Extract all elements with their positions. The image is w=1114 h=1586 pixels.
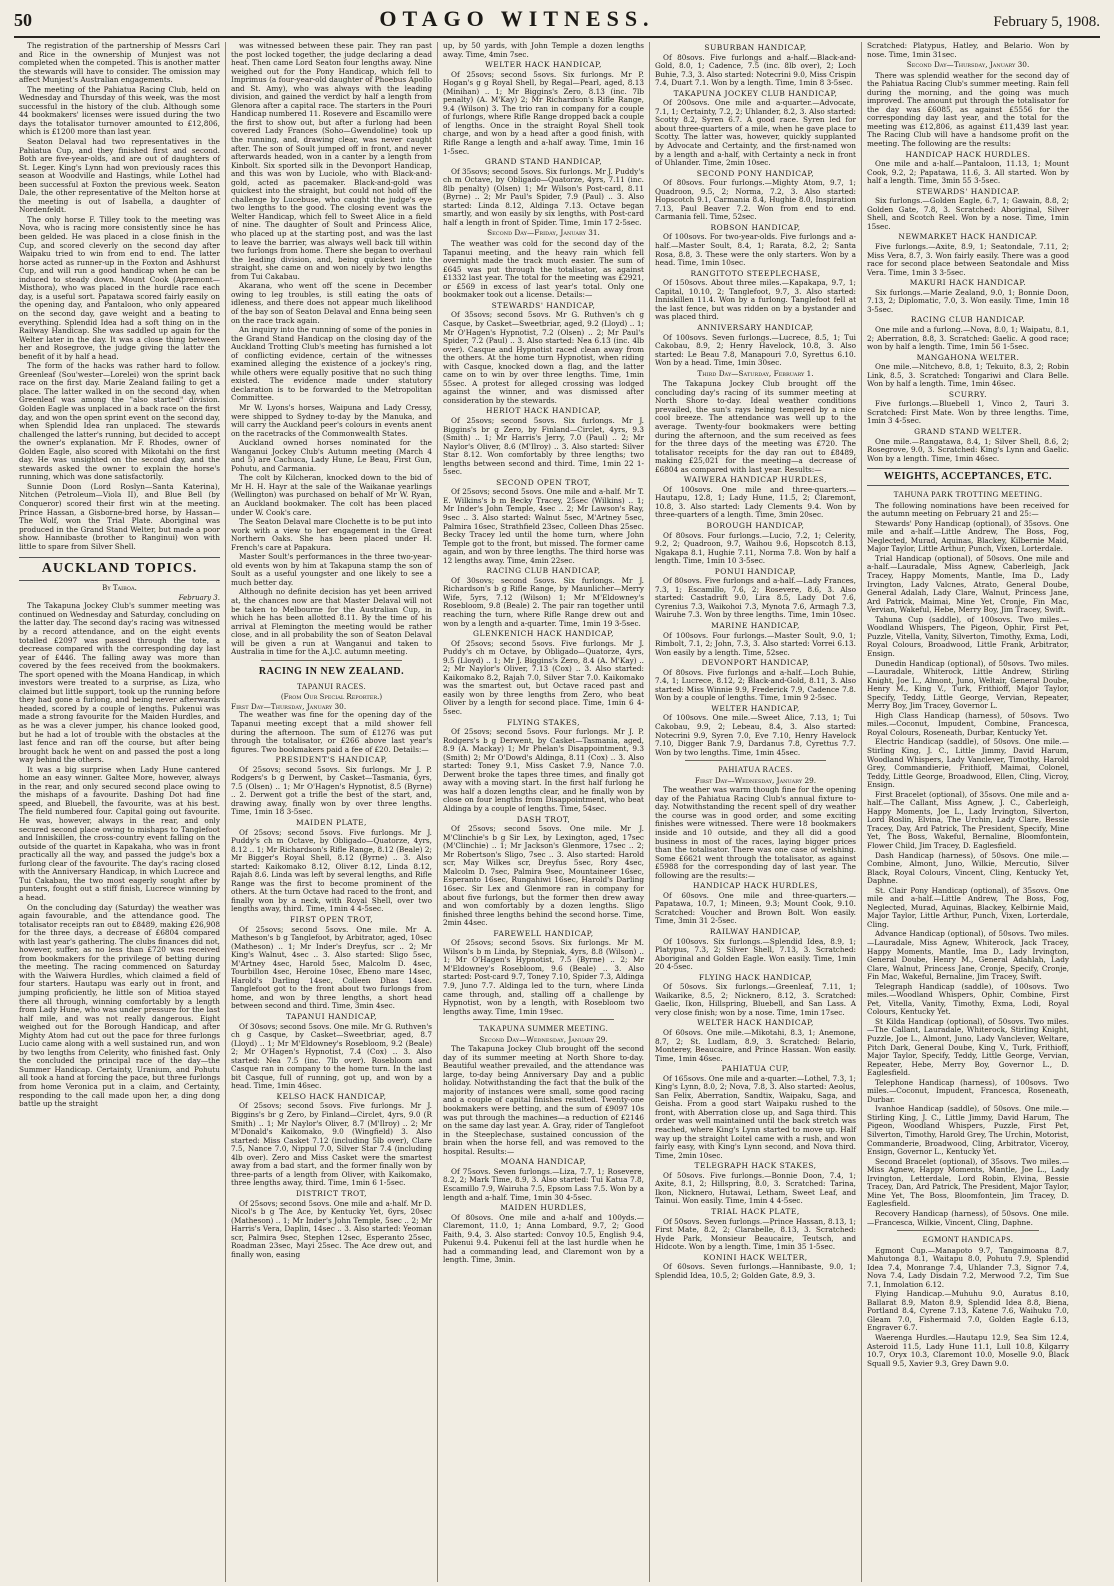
paragraph: Although no definite decision has yet been arrived at, the chances now are that Master Delaval will not be taken to Melbourne for the Australian Cup, in which he has been allotted 8.11. By the time of his arrival at Flemington the meeting would be rather close, and in all probability the son of Seaton Delaval will be given a run at Wanganui and taken to Australia in time for the A.J.C. autumn meeting. <box>231 587 432 657</box>
race-title: ANNIVERSARY HANDICAP, <box>697 322 814 332</box>
tapanui-intro: The weather was fine for the opening day of the Tapanui meeting except that a mild shower fell during the afternoon. The sum of £1276 was put through the totalisator, or £266 above last year's figures. Two bookmakers paid a fee of £20. Details:— <box>231 710 432 754</box>
race-title: HANDICAP HACK HURDLES. <box>905 149 1031 159</box>
tapanui-races-cont <box>443 61 644 227</box>
column-4 <box>650 42 862 1582</box>
race-title: TAKAPUNA JOCKEY CLUB HANDICAP, <box>673 88 838 98</box>
race-result: Of 100sovs. One mile.—Sweet Alice, 7.13, 1; Tui Cakobau, 9.9, 2; Lebeau, 8.4, 3. Also started: Notecrini 9.9, Syren 7.0, Eve 7.10, Henry Havelock 7.10, Digger Bank 7.9, Dardanus 7.8, Cyrettus 7.7. Won by two lengths. Time, 1min 45sec. <box>655 713 856 757</box>
egmont-paras <box>867 1247 1069 1369</box>
paragraph: Second Bracelet (optional), of 35sovs. Two miles.—Miss Agnew, Happy Moments, Mantle, Joe L., Lady Irvington, Letterdale, Lord Robin, Elvina, Bessie Tracey, Dan, Ard Patrick, The President, Major Taylor, Mine Yet, The Boss, Bloomfontein, Jim Tracey, D. Eaglesfield. <box>867 1156 1069 1209</box>
paragraph: Dash Handicap (harness), of 50sovs. One mile.—Combine, Almont, Juno, Wilkie, Mercutio, Silver Black, Royal Colours, Vincent, Cling, Kentucky Yet, Daphne. <box>867 850 1069 886</box>
pahiatua-second-intro: There was splendid weather for the second day of the Pahiatua Racing Club's summer meeting. Rain fell during the morning, and the going was much improved. The amount put through the totalisator for the day was £6085, as against £5556 for the corresponding day last year, and the total for the meeting was £12,806, as against £11,439 last year. The Racing Club will have a handsome profit on the meeting. The following are the results: <box>867 70 1069 149</box>
tahuna-heading: TAHUNA PARK TROTTING MEETING. <box>893 490 1043 500</box>
column-5 <box>862 42 1074 1582</box>
race-title: TAPANUI HANDICAP, <box>285 1012 378 1022</box>
paragraph: On the concluding day (Saturday) the weather was again favourable, and the attendance good. The totalisator receipts ran out to £8489, making £26,908 for the three days, a decrease of £6804 compared with last year's gathering. The clubs finances did not, however, suffer, as no less than £720 was received from bookmakers for the privilege of betting during the meeting. The racing commenced on Saturday with the Waiwera Hurdles, which claimed a field of four starters. Hautapu was early out in front, and jumping proficiently, he little son of Mitioa stayed there all through, winning comfortably by a length from Lady Hune, who was under pressure for the last half mile, and was not really dangerous. Eight weighed out for the Borough Handicap, and after Mighty Atom had cut out the pace for three furlongs Lucio came along with a well sustained run, and won by two lengths from Celerity, who finished fast. Only the concluded the principal race of the day—the Summer Handicap. Certainty, Uranium, and Pohutu all took a hand at forcing the pace, but three furlongs from home Veronica put in a claim, and Certainty, responding to the call made upon her, a ding dong battle up the straight <box>19 902 220 1109</box>
paragraph: Sunnie Doon (Lord Roslyn—Santa Katerina), Nitchen (Petroleum—Viola II), and Blue Bell (by Conqueror) scored their first win at the meeting. Prince Hassan, a Gisborne-bred horse, by Hassan—The Wolf, won the Trial Plate. Aboriginal was produced in the Grand Stand Welter, but made a poor show. Hannibaste (brother to Ranginui) won with little to spare from Silver Shell. <box>19 481 220 551</box>
race-result: Of 25sovs; second 5sovs. One mile and a-half. Mr T. E. Wilkins's b m Becky Tracey, 25sec (Wilkins) .. 1; Mr Inder's John Temple, 4sec .. 2; Mr Lawson's Ray, 9sec .. 3. Also started: Walnut 5sec, M'Artney 5sec, Palmira 16sec, Strathfield 23sec, Colleen Dhas 25sec. Becky Tracey led until the home turn, where John Temple got to the front, but missed. The former came again, and won by three lengths. The third horse was 12 lengths away. Time, 4min 22sec. <box>443 487 644 565</box>
race-result: Of 165sovs. One mile and a-quarter.—Lothel, 7.3, 1; King's Lynn, 8.0, 2; Nova, 7.8, 3. Also started: Aeolus, San Felix, Aberration, Sandtix, Waipaku, Saga, and Geisha. From a good start Waipaku rushed to the front, with Aberration close up, and Saga third. This order was well maintained until the back stretch was reached, where King's Lynn started to move up. Half way up the straight Loitel came with a rush, and won fairly easy, with King's Lynn second, and Nova third. Time, 2min 10sec. <box>655 1073 856 1160</box>
race-result: One mile.—Rangatawa, 8.4, 1; Silver Shell, 8.6, 2; Rosegrove, 9.0, 3. Scratched: King's Lynn and Gaelic. Won by a length. Time, 1min 46sec. <box>867 436 1069 463</box>
paragraph: The following nominations have been received for the autumn meeting on February 21 and 25:— <box>867 500 1069 519</box>
race-title: RAILWAY HANDICAP, <box>709 927 802 936</box>
tapanui-second-day: Second Day—Friday, January 31. <box>487 228 600 238</box>
race-title: MAIDEN HURDLES, <box>500 1203 587 1213</box>
page-number: 50 <box>14 10 32 30</box>
race-result: Of 150sovs. About three miles.—Kapakapa, 9.7, 1; Capital, 10.10, 2; Tanglefoot, 9.7, 3. Also started: Inniskillen 11.4. Won by a furlong. Tanglefoot fell at the last fence, but was ridden on by a bystander and was placed third. <box>655 278 856 322</box>
tahuna-paras <box>867 502 1069 1227</box>
paragraph: The only horse F. Tilley took to the meeting was Nova, who is racing more consistently since he has been gelded. He was placed in a close finish in the Cup, and scored cleverly on the second day after Waipaku tried to win from end to end. The latter horse acted as runner-up in the Foxton and Ashhurst Cup, and will run a good handicap when he can be induced to steady down. Mount Cook (Apremont—Misthora), who was placed in the hurdle race each day, is a useful sort. Papatawa scored fairly easily on the opening day, and Pantaloon, who only appeared on the second day, gave weight and a beating to everything. Splendid Idea had a soft thing on in the Railway Handicap. She was saddled up again for the Welter later in the day. It was a close thing between her and Rosegrove, the judge giving the latter the benefit of it by half a head. <box>19 214 220 361</box>
race-result: Of 60sovs. One mile.—Mikotahi, 8.3, 1; Anemone, 8.7, 2; St. Ludlam, 8.9, 3. Scratched: Belario, Monterey, Beaucaire, and Prince Hassan. Won easily. Time, 1min 46sec. <box>655 1028 856 1063</box>
race-title: KELSO HACK HANDICAP, <box>276 1091 387 1101</box>
race-result: One mile.—Nitchevo, 8.8, 1; Tekuito, 8.3, 2; Robin Link, 8.5, 3. Scratched: Tongariwi and Clara Belle. Won by half a length. Time, 1min 46sec. <box>867 362 1069 389</box>
weights-heading: WEIGHTS, ACCEPTANCES, ETC. <box>867 468 1069 486</box>
divider <box>897 1230 1039 1231</box>
race-result: Of 30sovs; second 5sovs. Six furlongs. Mr J. Richardson's b g Rifle Range, by Maunlicher—Merry Wife, 5yrs, 7.12 (Wilson) 1; Mr M'Eldowney's Rosebloom, 9.8 (Beale) 2. The pair ran together until reaching the turn, where Rifle Range drew out and won by a length and a-quarter. Time, 1min 19 3-5sec. <box>443 575 644 628</box>
race-result: Of 60sovs. Seven furlongs.—Hannibaste, 9.0, 1; Splendid Idea, 10.5, 2; Golden Gate, 8.9, 3. <box>655 1262 856 1280</box>
pahiatua-second-races <box>867 151 1069 464</box>
race-result: Of 80sovs. One mile and a-half and 100yds.—Claremont, 11.0, 1; Anna Lombard, 9.7, 2; Good Faith, 9.4, 3. Also started: Convoy 10.5, English 9.4, Pukenui 9.4. Pukenui fell at the last hurdle when he had a commanding lead, and Claremont won by a length. Time, 3min. <box>443 1212 644 1265</box>
race-result: Of 60sovs. One mile and three-quarters.—Papatawa, 10.7, 1; Mineen, 9.3; Mount Cook, 9.10. Scratched: Voucher and Brown Bolt. Won easily. Time, 3min 31 2-5sec. <box>655 890 856 926</box>
race-title: WAIWERA HANDICAP HURDLES, <box>683 475 828 485</box>
race-result: Of 80sovs. Five furlongs and a-half.—Loch Buhie, 7.4, 1; Lucrece, 8.12, 2; Black-and-Gold, 8.11, 3. Also started: Miss Winnie 9.9, Frederick 7.9, Cadence 7.8. Won by a couple of lengths. Time, 1min 9 2-5sec. <box>655 667 856 703</box>
paragraph: Ivanhoe Handicap (saddle), of 50sovs. One mile.—Stirling King, J. C., Little Jimmy, David Harum, The Pigeon, Woodland Whispers, Puzzle, First Pet, Silverton, Timothy, Harold Grey, The Urchin, Motorist, Commanderie, Broadwood, Cling, Arbitrator, Viceroy, Ensign, Governor L., Kentucky Yet. <box>867 1104 1069 1157</box>
paragraph: Master Soult's performances in the three two-year-old events won by him at Takapuna stamp the son of Soult as a useful youngster and one likely to see a much better day. <box>231 552 432 587</box>
issue-date: February 5, 1908. <box>993 14 1100 30</box>
race-result: Of 25sovs; second 5sovs. Six furlongs. Mr M. Wilson's b m Linda, by Stepniak, 4yrs, 8.8 (Wilson) .. 1; Mr O'Hagen's Hypnotist, 7.5 (Byrne) .. 2; Mr M'Eldowney's Rosebloom, 9.6 (Beale) .. 3. Also started: Post-card 9.7, Toney 7.10, Spider 7.3, Aldinga 7.9, Juno 7.7. Aldinga led to the turn, where Linda came through, and, stalling off a challenge by Hypnotist, won by a length, with Rosebloom two lengths away. Time, 1min 19sec. <box>443 938 644 1016</box>
egmont-heading: EGMONT HANDICAPS. <box>922 1235 1014 1245</box>
race-title: DEVONPORT HANDICAP, <box>701 658 810 668</box>
race-result: Of 25sovs; second 5sovs. Five furlongs. Mr J. Puddy's ch m Octave, by Obligado—Quatorze, 4yrs, 8.12 .. 1; Mr Richardson's Rifle Range, 8.12 (Beale) 2; Mr Bigger's Royal Shell, 8.12 (Byrne) .. 3. Also started: Kaikomako 8.12, Oliver 8.12, Linda 8.12, Rajah 8.6. Linda was left by several lengths, and Rifle Range was the first to become prominent of the others. At the turn Octave had raced to the front, and finally won by a neck, with Royal Shell, over two lengths away, third. Time, 1min 4 4-5sec. <box>231 827 432 914</box>
takapuna-third-intro: The Takapuna Jockey Club brought off the concluding day's racing of its summer meeting at North Shore to-day. Ideal weather conditions prevailed, the sun's rays being tempered by a nice cool breeze. The attendance was well up to the average. Twenty-four bookmakers were betting during the afternoon, and the sum received as fees for the three days of the meeting was £720. The totalisator receipts for the day ran out to £8489, making £25,021 for the meeting—a decrease of £6804 as compared with last year. Results:— <box>655 379 856 474</box>
race-result: Of 25sovs; second 5sovs. One mile and a-half. Mr D. Nicol's b g The Ace, by Kentucky Yet, 6yrs, 20sec (Matheson) .. 1; Mr Inder's John Temple, 5sec .. 2; Mr Harris's Vera, Daplin, 14sec .. 3. Also started: Yeoman scr, Palmira 9sec, Stephen 12sec, Esperanto 25sec, Roadman 23sec, Mayi 25sec. The Ace drew out, and finally won, easing <box>231 1198 432 1259</box>
takapuna-heading: TAKAPUNA SUMMER MEETING. <box>478 1024 609 1034</box>
newspaper-title: OTAGO WITNESS. <box>379 6 655 31</box>
race-title: WELTER HACK HANDICAP, <box>697 1018 814 1028</box>
race-result: Of 30sovs; second 5sovs. One mile. Mr G. Ruthven's ch g Casque, by Casket—Sweetbriar, aged, 8.7 (Lloyd) .. 1; Mr M'Eldowney's Rosebloom, 9.2 (Beale) 2; Mr O'Hagen's Hypnotist, 7.4 (Cox) .. 3. Also started: Nea 7.5 (inc. 7lb over). Rosebloom and Casque ran in company to the home turn. In the last bit Casque, full of running, got up, and won by a head. Time, 1min 46sec. <box>231 1021 432 1091</box>
race-title: RANGITOTO STEEPLECHASE, <box>690 268 821 278</box>
divider <box>685 760 826 761</box>
race-title: FLYING HACK HANDICAP, <box>698 972 813 982</box>
column-3-intro: up, by 50 yards, with John Temple a dozen lengths away. Time, 4min 7sec. <box>443 42 644 59</box>
race-title: SECOND PONY HANDICAP, <box>696 168 815 178</box>
paragraph: Egmont Cup.—Manapoto 9.7, Tangaimoana 8.7, Mahutonga 8.1, Waitapu 8.0, Pohutu 7.9, Splendid Idea 7.4, Monrange 7.4, Uhlander 7.3, Signor 7.4, Nova 7.4, Lady Disdain 7.2, Merwood 7.2, Tim Sue 7.1, Inmolation 6.12. <box>867 1245 1069 1289</box>
race-title: DISTRICT TROT, <box>296 1188 367 1198</box>
race-title: SUBURBAN HANDICAP, <box>704 43 807 52</box>
auckland-dateline: February 3. <box>178 593 220 602</box>
race-title: BOROUGH HANDICAP, <box>706 520 805 530</box>
race-title: STEWARDS' HANDICAP, <box>491 300 596 310</box>
race-result: Of 80sovs. Four furlongs.—Lucio, 7.2, 1; Celerity, 9.2, 2; Quadroon, 9.7, Waihou 9.6, Hopscotch 8.13, Ngakapa 8.1, Hughie 7.11, Norma 7.8. Won by half a length. Time, 1min 10 3-5sec. <box>655 530 856 566</box>
divider <box>473 1019 614 1020</box>
tapanui-reporter: (From Our Special Reporter.) <box>280 693 383 702</box>
paragraph: Auckland owned horses nominated for the Wanganui Jockey Club's Autumn meeting (March 4 and 5) are Cachuca, Lady Hune, Le Beau, First Gun, Pohutu, and Carmania. <box>231 438 432 473</box>
tapanui-second-races <box>443 302 644 1016</box>
race-title: MOANA HANDICAP, <box>500 1157 587 1167</box>
race-result: Of 50sovs. Seven furlongs.—Prince Hassan, 8.13, 1; First Mate, 8.2, 2; Clarabelle, 8.13, 3. Scratched: Hyde Park, Monsieur Beaucaire, Teutsch, and Hidcote. Won by a length. Time, 1min 35 1-5sec. <box>655 1216 856 1252</box>
paragraph: Waerenga Hurdles.—Hautapu 12.9, Sea Sim 12.4, Asteroid 11.5, Lady Hune 11.1, Lull 10.8, Kilgarry 10.7, Oryx 10.3, Claremont 10.0, Moselle 9.0, Black Squall 9.5, Xavier 9.3, Grey Dawn 9.0. <box>867 1333 1069 1368</box>
race-title: DASH TROT, <box>516 814 571 824</box>
race-title: PRESIDENT'S HANDICAP, <box>275 755 388 765</box>
race-title: PAHIATUA CUP, <box>721 1064 790 1074</box>
race-result: Of 25sovs; second 5sovs. Five furlongs. Mr J. Biggins's br g Zero, by Finland—Circlet, 4yrs, 9.0 (R Smith) .. 1; Mr Naylor's Oliver, 8.7 (M'Ilroy) .. 2; Mr M'Donald's Kaikomako, 9.0 (Wingfield) 3. Also started: Miss Casket 7.12 (including 5lb over), Clare 7.5, Nance 7.0, Nippul 7.0, Silver Star 7.4 (including 4lb over). Zero and Miss Casket were the smartest away from a bad start, and the former finally won by three-parts of a length from Oliver, with Kaikomako, three lengths away, third. Time, 1min 6 1-5sec. <box>231 1101 432 1188</box>
race-result: Of 50sovs. Five furlongs.—Bonnie Doon, 7.4, 1; Axite, 8.1, 2; Hillspring, 8.0, 3. Scratched: Tarina, Ikon, Nicknero, Hutawai, Letham, Sweet Leaf, and Tainui. Won easily. Time, 1min 4 4-5sec. <box>655 1170 856 1206</box>
paragraph: The form of the hacks was rather hard to follow. Greenleaf (Sou'wester—Lorelei) won the sprint back race on the first day. Marie Zealand failing to get a place. The latter walked in on the second day, when Greenleaf was among the "also started" division. Golden Eagle was unplaced in a back race on the first day, and won the open sprint event on the second day, when Splendid Idea ran unplaced. The stewards challenged the latter's running, but decided to accept the owner's explanation. Mr F. Rhodes, owner of Golden Eagle, also scored with Mikotahi on the first day. He was unsighted on the second day, and the stewards asked the owner to explain the horse's running, which was done satisfactorily. <box>19 361 220 482</box>
columns <box>14 42 1100 1582</box>
paragraph: Telephone Handicap (harness), of 100sovs. Two miles.—Coconut, Impudent, Francesca, Roseneath, Durbar. <box>867 1077 1069 1104</box>
race-title: WELTER HACK HANDICAP, <box>485 60 602 70</box>
column-1 <box>14 42 226 1582</box>
race-title: GRAND STAND HANDICAP, <box>484 157 603 167</box>
tapanui-races <box>231 756 432 1259</box>
race-title: FLYING STAKES, <box>506 717 581 727</box>
race-title: SCURRY. <box>948 389 988 399</box>
column-5-intro: Scratched: Platypus, Hatley, and Belario. Won by nose. Time, 1min 31sec. <box>867 42 1069 59</box>
race-result: Of 100sovs. Seven furlongs.—Lucrece, 8.5, 1; Tui Cakobau, 8.9, 2; Henry Havelock, 10.8, 3. Also started: Le Beau 7.8, Manapouri 7.0, Syrettus 6.10. Won by a head. Time, 1min 30sec. <box>655 332 856 368</box>
auckland-byline: By Taiboa. <box>102 584 137 593</box>
race-result: Of 25sovs; second 5sovs. Five furlongs. Mr J. Puddy's ch m Octave, by Obligado—Quatorze, 4yrs, 9.5 (Lloyd) .. 1; Mr J. Biggins's Zero, 8.4 (A. M'Kay) .. 2; Mr Naylor's Oliver, 7.13 (Cox) .. 3. Also started: Kaikomako 8.2, Rajah 7.0, Silver Star 7.0. Kaikomako was the smartest out, but Octave raced past and easily won by three lengths from Zero, who beat Oliver by a length for second place. Time, 1min 6 4-5sec. <box>443 638 644 717</box>
race-result: Of 25sovs; second 5sovs. One mile. Mr J. M'Clinchie's b g Sir Lex, by Lexington, aged, 17sec (M'Clinchie) .. 1; Mr Jackson's Glenmore, 17sec .. 2; Mr Robertson's Sligo, 7sec .. 3. Also started: Harold scr, May Wilkes scr, Dreyfus 5sec, Rory 4sec, Malcolm D. 7sec, Palmira 9sec, Mountaineer 16sec, Esperanto 16sec, Rungahiwi 16sec, Harold's Darling 16sec. Sir Lex and Glenmore ran in company for about five furlongs, but the former then drew away and won comfortably by a dozen lengths. Sligo finished three lengths behind the second horse. Time, 2min 44sec. <box>443 824 644 928</box>
paragraph: Trial Handicap (optional), of 50sovs. One mile and a-half.—Lauradale, Miss Agnew, Caberleigh, Jack Tracey, Happy Moments, Mantle, Ima D., Lady Irvington, Lady Valcnes, Atrato, General Doube, General Adalah, Lady Clare, Walnut, Princess Jane, Ard Patrick, Maimai, Mine Yet, Cronje, Fin Mac, Vervian, Wakeful, Hebe, Merry Boy, Jim Tracey, Swift. <box>867 553 1069 615</box>
race-result: Of 35sovs; second 5sovs. Mr G. Ruthven's ch g Casque, by Casket—Sweetbriar, aged, 9.2 (Lloyd) .. 1; Mr O'Hagen's Hypnotist, 7.2 (Olsen) .. 2; Mr Paul's Spider, 7.2 (Paul) .. 3. Also started: Nea 6.13 (inc. 4lb over). Casque and Hypnotist raced clean away from the others. At the home turn Hypnotist, when riding with Casque, knocked down a flag, and the latter came on to win by over three lengths. Time, 1min 55sec. A protest for alleged crossing was lodged against the winner, and was dismissed after consideration by the stewards. <box>443 310 644 405</box>
race-title: PONUI HANDICAP, <box>714 566 797 576</box>
paragraph: It was a big surprise when Lady Hune cantered home an easy winner. Galtee More, however, always in the rear, and only secured second place owing to the mishaps of a favourite. Dashing Dot had fine speed, and Bluebell, the favourite, was at his best. The field numbered four. Capital going out favourite. He was, however, always in the rear, and only secured second place owing to mishaps to Tanglefoot and Inniskillen, the cross-country event falling on the outside of the quartet in Kapakaha, who was in front practically all the way, and passed the judge's box a furlong clear of the favourite. The day's racing closed with the Anniversary Handicap, in which Lucrece and Tui Cakabau, the two most eagerly sought after by punters, fought out a stiff finish, Lucrece winning by a head. <box>19 764 220 902</box>
divider <box>261 660 402 661</box>
race-result: Of 100sovs. Four furlongs.—Master Soult, 9.0, 1; Rimbolt, 7.1, 2; John, 7.3, 3. Also started: Vorrei 6.13. Won easily by a length. Time, 52sec. <box>655 630 856 657</box>
column-2 <box>226 42 438 1582</box>
race-result: Of 35sovs; second 5sovs. Six furlongs. Mr J. Puddy's ch m Octave, by Obligado—Quatorze, 4yrs, 7.11 (inc. 8lb penalty) (Olsen) 1; Mr Wilson's Post-card, 8.11 (Byrne) .. 2; Mr Paul's Spider, 7.9 (Paul) .. 3. Also started: Linda 8.12, Aldinga 7.13. Octave began smartly, and won easily by six lengths, with Post-card half a length in front of Spider. Time, 1min 17 2-5sec. <box>443 166 644 227</box>
race-result: Of 80sovs. Five furlongs and a-half.—Lady Frances, 7.3, 1; Escamillo, 7.6, 2; Rosevere, 8.6, 3. Also started: Castadrift 9.0, Lira 8.5, Lady Dot 7.6, Cyrenius 7.3, Waikohoi 7.3, Mynota 7.6, Armagh 7.3, Wairuhe 7.3. Won by three lengths. Time, 1min 10sec. <box>655 576 856 620</box>
race-result: Of 25sovs; second 5sovs. Six furlongs. Mr J. Biggins's br g Zero, by Finland—Circlet, 4yrs, 9.3 (Smith) .. 1; Mr Harris's Jerry, 7.0 (Paul) .. 2; Mr Naylor's Oliver, 8.6 (M'Ilroy) .. 3. Also started: Silver Star 8.12. Won comfortably by three lengths; two lengths between second and third. Time, 1min 22 1-5sec. <box>443 415 644 477</box>
takapuna-intro: The Takapuna Jockey Club brought off the second day of its summer meeting at North Shore to-day. Beautiful weather prevailed, and the attendance was large, to-day being Anniversary Day and a public holiday. Notwithstanding the fact that the bulk of the majority of instances were small, some good racing and a couple of capital finishes resulted. Twenty-one bookmakers were betting, and the sum of £9097 10s was put through the machines—a reduction of £2146 on the same day last year. A. Gray, rider of Tanglefoot in the Steeplechase, sustained concussion of the brain when the horse fell, and was removed to the hospital. Results:— <box>443 1044 644 1156</box>
race-result: Of 25sovs; second 5sovs. Six furlongs. Mr P. Hogan's g g Royal Shell, by Regal—Pearl, aged, 8.13 (Minihan) .. 1; Mr Biggins's Zero, 8.13 (inc. 7lb penalty) (A. M'Kay) 2; Mr Richardson's Rifle Range, 9.4 (Wilson) 3. The trio ran in company for a couple of furlongs, where Rifle Range dropped back a couple of lengths. Once in the straight Royal Shell took charge, and won by a head after a good finish, with Rifle Range a length and a-half away. Time, 1min 16 1-5sec. <box>443 69 644 156</box>
race-result: Five furlongs.—Axite, 8.9, 1; Seatondale, 7.11, 2; Miss Vera, 8.7, 3. Won fairly easily. There was a good race for second place between Seatondale and Miss Vera. Time, 1min 3 3-5sec. <box>867 242 1069 277</box>
race-title: TRIAL HACK PLATE, <box>711 1206 800 1216</box>
race-title: MANGAHONA WELTER. <box>916 352 1020 362</box>
race-title: NEWMARKET HACK HANDICAP. <box>898 232 1038 242</box>
race-title: GRAND STAND WELTER. <box>914 426 1022 436</box>
race-result: Of 100sovs. One mile and three-quarters.—Hautapu, 12.8, 1; Lady Hune, 11.5, 2; Claremont, 10.8, 3. Also started: Lady Clements 9.4. Won by three-quarters of a length. Time, 3min 20sec. <box>655 484 856 520</box>
takapuna-races-cont <box>655 44 856 368</box>
race-result: One mile and a furlong.—Nova, 8.0, 1; Waipatu, 8.1, 2; Aberration, 8.8, 3. Scratched: Gaelic. A good race; won by half a length. Time, 1min 56 1-5sec. <box>867 324 1069 352</box>
race-title: FAREWELL HANDICAP, <box>493 928 594 938</box>
auckland-topics-heading: AUCKLAND TOPICS. <box>19 557 220 581</box>
race-title: MARINE HANDICAP, <box>711 621 800 630</box>
race-result: Of 50sovs. Six furlongs.—Greenleaf, 7.11, 1; Waikarike, 8.5, 2; Nicknero, 8.12, 3. Scratched: Gaelic, Ikon, Hillspring, Bluebell, and San Lass. A very close finish; won by a nose. Time, 1min 17sec. <box>655 982 856 1017</box>
race-title: WELTER HANDICAP, <box>711 703 800 713</box>
race-title: ROBSON HANDICAP, <box>710 222 801 232</box>
column-1-paras <box>19 42 220 551</box>
race-result: Of 25sovs; second 5sovs. One mile. Mr A. Matheson's b g Tanglefoot, by Arbitrator, aged, 10sec (Matheson) .. 1; Mr Inder's Dreyfus, scr .. 2; Mr King's Walnut, 4sec .. 3. Also started: Sligo 5sec, M'Artney 4sec, Harold 5sec, Malcolm D. 4sec, Tourbillon 4sec, Heroine 10sec, Ebeno mare 14sec, Harold's Darling 14sec, Colleen Dhas 14sec. Tanglefoot got to the front about two furlongs from home, and won by three lengths, a short head between second and third. Time, 3min 4sec. <box>231 924 432 1011</box>
masthead <box>14 6 1100 38</box>
paragraph: The Takapuna Jockey Club's summer meeting was continued on Wednesday and Saturday, concluding on the latter day. The second day's racing was witnessed by a record attendance, and on the eight events totalled £2097 was passed through the tote, a decrease compared with the corresponding day last year of £446. The falling away was more than covered by the fees received from the bookmakers. The sport opened with the Moana Handicap, in which investors were treated to a surprise, as Liza, who claimed but little support, took up the running before they had gone a furlong, and being never afterwards headed, scored by a couple of lengths. Pukenui was made a strong favourite for the Maiden Hurdles, and as he was a clever jumper, his chance looked good, but he had a lot of trouble with the obstacles at the last fence and ran off the course, but after being brought back he went on and passed the post a long way behind the others. <box>19 601 220 765</box>
paragraph: Akarana, who went off the scene in December owing to leg troubles, is still eating the oats of idleness, and there does not appear much likelihood of the bay son of Seaton Delaval and Enna being seen on the race track again. <box>231 281 432 325</box>
paragraph: An inquiry into the running of some of the ponies in the Grand Stand Handicap on the closing day of the Auckland Trotting Club's meeting has furnished a lot of conflicting evidence, certain of the witnesses examined alleging the existence of a jockey's ring, while others were equally positive that no such thing existed. The evidence made under statutory declaration is to be forwarded to the Metropolitan Committee. <box>231 325 432 403</box>
paragraph: was witnessed between these pair. They ran past the post locked together, the judge declaring a dead heat. Then came Lord Seaton four lengths away. Nine weighed out for the Pony Handicap, which fell to Imprimus (a four-year-old daughter of Phoebus Apollo and St. Amy), who was always with the leading division, and gained the verdict by half a length from Glenora after a capital race. The starters in the Pouri Handicap numbered 11. Rosevere and Escamillo were the first to show out, but after a furlong had been covered Lady Frances (Soho—Gwendoline) took up the running, and, drawing clear, was never caught after. The son of Soult jumped off in front, and never afterwards headed, won in a canter by a length from Kinbolt. Six sported silk in the Devonport Handicap, and this was won by Luciole, who with Black-and-gold, acted as pacemaker. Black-and-gold was quickest into the straight, but could not hold off the challenge by Lucebuse, who caught the judge's eye two lengths to the good. The closing event was the Welter Handicap, which fell to Sweet Alice in a field of nine. The daughter of Soult and Princess Alice, who placed up at the starting post, and was the last to leave the barrier, was always well back till within two furlongs from home. There she began to overhaul the leading division, and, being quickest into the straight, she came on and won nicely by two lengths from Tui Cakabau. <box>231 42 432 281</box>
race-result: One mile and a-half.—Pantaloon, 11.13, 1; Mount Cook, 9.2, 2; Papatawa, 11.6, 3. All started. Won by half a length. Time, 3min 55 3-5sec. <box>867 159 1069 186</box>
paragraph: Electric Handicap (saddle), of 50sovs. One mile.—Stirling King, J. C., Little Jimmy, David Harum, Woodland Whispers, Lady Vanclever, Timothy, Harold Grey, Commandierie, Frithioff, Maimai, Colonel, Teddy, Little George, Broadwood, Ellen, Cling, Vicroy, Ensign. <box>867 737 1069 790</box>
takapuna-third-races <box>655 476 856 757</box>
paragraph: Seaton Delaval had two representatives in the Pahiatua Cup, and they finished first and second. Both are five-year-olds, and are out of daughters of St. Leger. King's Lynn had won previously races this season at Woodville and Hastings, while Lothel had been successful at Foxton the previous week. Seaton Dale, the other representative of the Melton horse at the meeting is out of Isabella, a daughter of Nordenfeldt. <box>19 137 220 215</box>
race-title: GLENKENICH HACK HANDICAP, <box>472 629 615 639</box>
paragraph: Mr W. Lyons's horses, Waipuna and Lady Cressy, were shipped to Sydney to-day by the Manuka, and will carry the Auckland peer's colours in events anent on the racetracks of the Commonwealth States. <box>231 402 432 438</box>
tapanui-heading: TAPANUI RACES. <box>296 681 367 691</box>
race-result: Of 25sovs; second 5sovs. Six furlongs. Mr J. P. Rodgers's b g Derwent, by Casket—Tasmania, 6yrs, 7.5 (Olsen) .. 1; Mr O'Hagen's Hypnotist, 8.5 (Byrne) .. 2. Derwent got a trifle the best of the start, and, drawing away, finally won by over three lengths. Time, 1min 18 3-5sec. <box>231 764 432 817</box>
column-2-paras <box>231 42 432 657</box>
race-title: FIRST OPEN TROT, <box>289 915 374 924</box>
race-result: Of 80sovs. Four furlongs.—Mighty Atom, 9.7, 1; Quadroon, 9.5, 2; Norma, 7.2, 3. Also started: Hopscotch 9.1, Carmania 8.4, Hughie 8.0, Inspiration 7.13, Paul Beaver 7.2. Won from end to end. Carmania fell. Time, 52sec. <box>655 178 856 222</box>
pahiatua-races <box>655 882 856 1280</box>
paragraph: Flying Handicap.—Muhuhu 9.0, Auratus 8.10, Ballarat 8.9, Maton 8.9, Splendid Idea 8.8, Biena, Portland 8.4, Cyrene 7.13, Katene 7.6, Waihuku 7.0, Gleam 7.0, Fishermaid 7.0, Golden Eagle 6.13, Engraver 6.7. <box>867 1289 1069 1333</box>
racing-nz-heading: RACING IN NEW ZEALAND. <box>258 665 405 677</box>
race-title: MAIDEN PLATE, <box>296 817 367 827</box>
race-result: Of 75sovs. Seven furlongs.—Liza, 7.7, 1; Rosevere, 8.2, 2; Mark Time, 8.9, 3. Also started: Tui Katua 7.8, Escamillo 7.9, Wairuha 7.5, Epsom Lass 7.5. Won by a length and a-half. Time, 1min 30 4-5sec. <box>443 1166 644 1202</box>
paragraph: Telegraph Handicap (saddle), of 100sovs. Two miles.—Woodland Whispers, Ophir, Combine, First Pet, Vitella, Vanity, Timothy, Exma, Lodi, Royal Colours, Kentucky Yet. <box>867 981 1069 1017</box>
takapuna-day: Second Day—Wednesday, January 29. <box>479 1034 608 1044</box>
paragraph: The Seaton Delaval mare Clochette is to be put into work with a view to her engagement in the Great Northern Oaks. She has been placed under H. French's care at Papakura. <box>231 517 432 552</box>
paragraph: Advance Handicap (optional), of 50sovs. Two miles.—Lauradale, Miss Agnew, Whiterock, Jack Tracey, Happy Moments, Mantle, Ima D., Lady Irvington, General Doube, Henry M., General Adahlah, Lady Clare, Walnut, Princess Jane, Cronje, Specify, Cronje, Fin Mac, Wakeful, Bernaline, Jim Tracey, Swift. <box>867 929 1069 982</box>
pahiatua-day: First Day—Wednesday, January 29. <box>694 775 817 785</box>
paragraph: Tahuna Cup (saddle), of 100sovs. Two miles.—Woodland Whispers, The Pigeon, Ophir, First Pet, Puzzle, Vitella, Vanity, Silverton, Timothy, Exma, Lodi, Royal Colours, Broadwood, Little Frank, Arbitrator, Ensign. <box>867 614 1069 658</box>
paragraph: The meeting of the Pahiatua Racing Club, held on Wednesday and Thursday of this week, was the most successful in the history of the club. Although some 44 bookmakers' licenses were issued during the two days the totalisator turnover amounted to £12,806, which is £1200 more than last year. <box>19 84 220 137</box>
race-title: MAKURI HACK HANDICAP. <box>909 278 1027 288</box>
race-title: RACING CLUB HANDICAP, <box>486 566 601 576</box>
pahiatua-heading: PAHIATUA RACES. <box>718 765 793 775</box>
race-title: RACING CLUB HANDICAP. <box>910 315 1026 325</box>
race-result: Of 100sovs. For two-year-olds. Five furlongs and a-half.—Master Soult, 8.4, 1; Rarata, 8.2, 2; Santa Rosa, 8.8, 3. These were the only starters. Won by a head. Time, 1min 10sec. <box>655 232 856 268</box>
race-title: HERIOT HACK HANDICAP, <box>486 406 601 416</box>
race-title: STEWARDS' HANDICAP. <box>916 186 1020 196</box>
paragraph: First Bracelet (optional), of 35sovs. One mile and a-half.—The Callant, Miss Agnew, J. C., Caberleigh, Happy Moments, Joe L., Lady Irvington, Silverton, Lord Roslin, Elvina, The Urchin, Lady Clare, Bessie Tracey, Day, Ard Patrick, The President, Specify, Mine Yet, The Boss, Wakeful, Bernaline, Bloomfontein, Flower Child, Jim Tracey, D. Eaglesfield. <box>867 789 1069 850</box>
pahiatua-second-day: Second Day—Thursday, January 30. <box>906 60 1030 70</box>
race-title: KONINI HACK WELTER, <box>703 1252 808 1262</box>
auckland-paras <box>19 602 220 1108</box>
paragraph: The colt by Kilcheran, knocked down to the bid of Mr H. H. Hayr at the sale of the Waikanae yearlings (Wellington) was purchased on behalf of Mr W. Ryan, an Auckland bookmaker. The colt has been placed under W. Cook's care. <box>231 473 432 517</box>
paragraph: Stewards' Pony Handicap (optional), of 35sovs. One mile and a-half.—Little Andrew, The Boss, Fog, Neglected, Murad, Aquinas, Blackey, Kilbernie Maid, Major Taylor, Little Arthur, Punch, Vixen, Lorterdale. <box>867 518 1069 554</box>
race-title: TELEGRAPH HACK STAKES, <box>694 1161 817 1171</box>
paragraph: St. Clair Pony Handicap (optional), of 35sovs. One mile and a-half.—Little Andrew, The Boss, Fog, Neglected, Murad, Aquinas, Blackey, Kelbirnie Maid, Major Taylor, Little Arthur, Punch, Vixen, Lorterdale, Cling. <box>867 885 1069 929</box>
race-result: Of 100sovs. Six furlongs.—Splendid Idea, 8.9, 1; Platypus, 7.3, 2; Silver Shell, 7.13, 3. Scratched: Aboriginal and Golden Eagle. Won easily. Time, 1min 20 4-5sec. <box>655 936 856 972</box>
paragraph: Recovery Handicap (harness), of 50sovs. One mile.—Francesca, Wilkie, Vincent, Cling, Daphne. <box>867 1208 1069 1227</box>
tapanui-second-intro: The weather was cold for the second day of the Tapanui meeting, and the heavy rain which fell overnight made the track much easier. The sum of £645 was put through the totalisator, as against £1332 last year. The total for the meeting was £2921, or £569 in excess of last year's total. Only one bookmaker took out a license. Details:— <box>443 239 644 300</box>
race-result: Of 25sovs; second 5sovs. Four furlongs. Mr J. P. Rodgers's b g Derwent, by Casket—Tasmania, aged, 8.9 (A. Mackay) 1; Mr Phelan's Disappointment, 9.3 (Smith) 2; Mr O'Dowd's Aldinga, 8.11 (Cox) .. 3. Also started: Toney 9.1, Miss Casket 7.9, Nance 7.0. Derwent broke the tapes three times, and finally got away with a moving start. In the first half furlong he was half a dozen lengths clear, and he finally won by close on four lengths from Disappointment, who beat Aldinga by a couple of lengths. Time, 54sec. <box>443 727 644 814</box>
race-result: Of 80sovs. Five furlongs and a-half.—Black-and-Gold, 8.0, 1; Cadence, 7.5 (inc. 8lb over), 2; Loch Buhie, 7.3, 3. Also started: Notecrini 9.0, Miss Crispin 7.4, Duart 7.1. Won by a length. Time, 1min 8 3-5sec. <box>655 52 856 88</box>
takapuna-races <box>443 1158 644 1265</box>
race-result: Of 200sovs. One mile and a-quarter.—Advocate, 7.1, 1; Certainty, 7.2, 2; Uhlander, 8.2, 3. Also started: Scotty 8.2, Syren 6.7. A good race. Syren led for about three-quarters of a mile, when he gave place to Scotty. The latter was, however, quickly supplanted by Advocate and Certainty, and the first-named won by a length and a-half, with Certainty a neck in front of Uhlander. Time, 2min 10sec. <box>655 98 856 168</box>
paragraph: Dunedin Handicap (optional), of 50sovs. Two miles.—Lauradale, Whiterock, Little Andrew, Stirling Knight, Joe L., Almont, Juno, Weltair, General Doube, Henry M., King V., Turk, Frithioff, Major Taylor, Specify, Teddy, Little George, Vervian, Repeater, Merry Boy, Jim Tracey, Governor L. <box>867 658 1069 711</box>
paragraph: St Kilda Handicap (optional), of 50sovs. Two miles.—The Callant, Lauradale, Whiterock, Stirling Knight, Puzzle, Joe L., Almont, Juno, Lady Vanclever, Weltare, Pitch Dark, General Doube, King V., Turk, Frithioff, Major Taylor, Specify, Teddy, Little George, Vervian, Repeater, Hebe, Merry Boy, Governor L., D. Eaglesfield. <box>867 1016 1069 1078</box>
tapanui-first-day: First Day—Thursday, January 30. <box>231 701 347 711</box>
race-result: Five furlongs.—Bluebell 1, Vinco 2, Tauri 3. Scratched: First Mate. Won by three lengths. Time, 1min 3 4-5sec. <box>867 399 1069 426</box>
race-result: Six furlongs.—Marie Zealand, 9.0, 1; Bonnie Doon, 7.13, 2; Diplomatic, 7.0, 3. Won easily. Time, 1min 18 3-5sec. <box>867 287 1069 314</box>
race-result: Six furlongs.—Golden Eagle, 6.7, 1; Gawain, 8.8, 2; Golden Gate, 7.8, 3. Scratched: Aboriginal, Silver Shell, and Scotch Reel. Won by a nose. Time, 1min 15sec. <box>867 196 1069 231</box>
race-title: SECOND OPEN TROT, <box>496 477 591 487</box>
paragraph: High Class Handicap (harness), of 50sovs. Two miles.—Coconut, Impudent, Combine, Francesca, Royal Colours, Roseneath, Durbar, Kentucky Yet. <box>867 710 1069 737</box>
paragraph: The registration of the partnership of Messrs Carl and Rice in the ownership of Munjest was not completed when the competed. This is another matter the stewards will have to consider. The omission may affect Munjest's Australian engagements. <box>19 42 220 85</box>
race-title: HANDICAP HACK HURDLES, <box>693 881 818 891</box>
column-3 <box>438 42 650 1582</box>
takapuna-third-day: Third Day—Saturday, February 1. <box>697 368 814 378</box>
pahiatua-intro: The weather was warm though fine for the opening day of the Pahiatua Racing Club's annual fixture to-day. Notwithstanding the recent spell of dry weather the course was in good order, and some exciting finishes were witnessed. There were 18 bookmakers inside and 10 outside, and they all did a good business in most of the races, laying bigger prices than the totalisator. There was one case of welshing. Some £6621 went through the totalisator, as against £5988 for the corresponding day of last year. The following are the results:— <box>655 785 856 880</box>
